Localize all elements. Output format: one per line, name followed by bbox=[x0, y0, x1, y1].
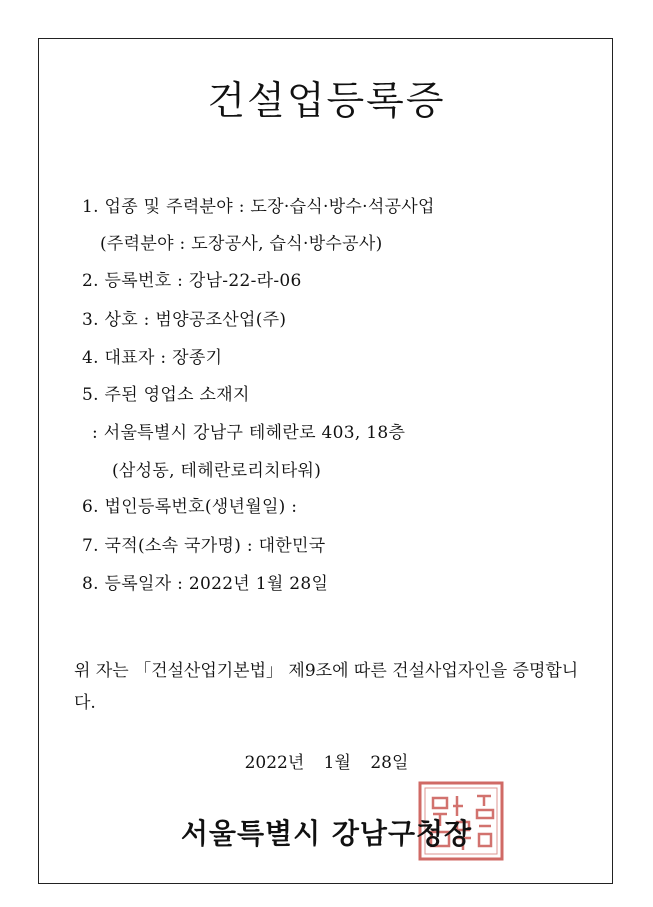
item-office-location-label: 5. 주된 영업소 소재지 bbox=[82, 385, 250, 405]
item-nationality: 7. 국적(소속 국가명) : 대한민국 bbox=[82, 536, 326, 556]
document-title: 건설업등록증 bbox=[207, 79, 446, 124]
issuer-name: 서울특별시 강남구청장 bbox=[180, 817, 473, 850]
issue-date: 2022년 1월 28일 bbox=[244, 753, 409, 773]
item-office-address: : 서울특별시 강남구 테헤란로 403, 18층 bbox=[92, 423, 406, 443]
item-company-name: 3. 상호 : 범양공조산업(주) bbox=[82, 310, 287, 330]
item-main-field: (주력분야 : 도장공사, 습식·방수공사) bbox=[100, 234, 383, 254]
item-office-address-detail: (삼성동, 테헤란로리치타워) bbox=[112, 461, 322, 481]
item-registration-number: 2. 등록번호 : 강남-22-라-06 bbox=[82, 271, 302, 291]
item-corporate-number: 6. 법인등록번호(생년월일) : bbox=[82, 497, 298, 517]
item-registration-date: 8. 등록일자 : 2022년 1월 28일 bbox=[82, 574, 329, 594]
item-business-type: 1. 업종 및 주력분야 : 도장·습식·방수·석공사업 bbox=[82, 197, 435, 217]
certification-statement: 위 자는 「건설산업기본법」 제9조에 따른 건설사업자인을 증명합니다. bbox=[74, 661, 579, 713]
item-representative: 4. 대표자 : 장종기 bbox=[82, 348, 223, 368]
